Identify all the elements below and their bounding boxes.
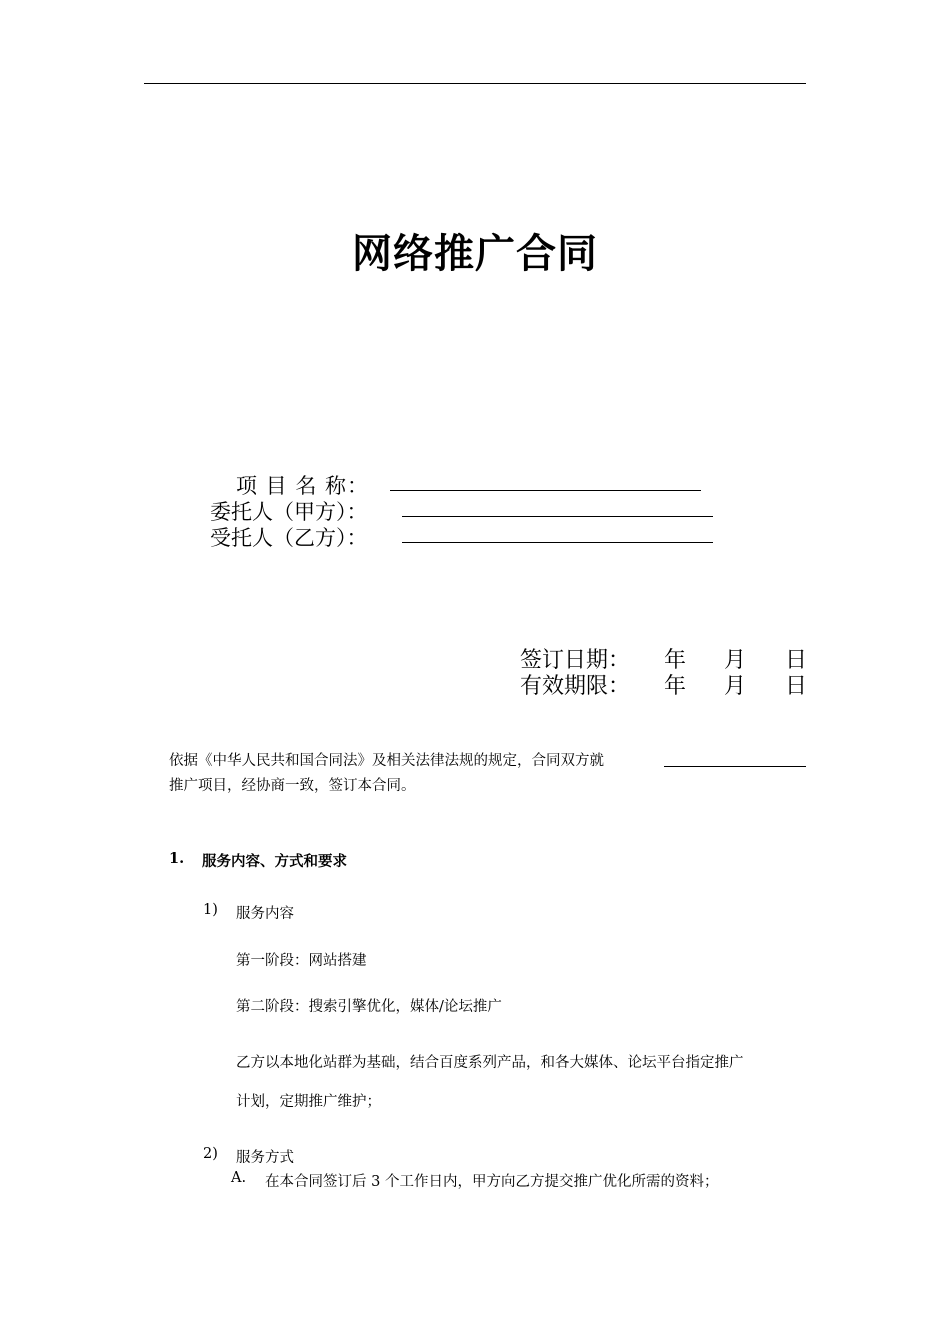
subsection-2-number: 2) — [203, 1146, 218, 1162]
document-title: 网络推广合同 — [352, 231, 598, 277]
signing-date-month: 月 — [724, 648, 747, 673]
stage-1: 第一阶段：网站搭建 — [236, 953, 367, 969]
project-name-label: 项 目 名 称： — [236, 474, 370, 498]
signing-date-day: 日 — [785, 648, 808, 673]
signing-date-label: 签订日期： — [520, 648, 631, 673]
validity-label: 有效期限： — [520, 674, 631, 699]
section-1-number: 1. — [169, 850, 185, 867]
subsection-1-heading: 服务内容 — [236, 906, 294, 922]
contractor-label: 受托人（乙方）： — [210, 526, 368, 550]
project-name-blank[interactable] — [390, 490, 701, 491]
intro-line-2: 推广项目，经协商一致，签订本合同。 — [169, 778, 416, 794]
item-a-text: 在本合同签订后 3 个工作日内，甲方向乙方提交推广优化所需的资料； — [265, 1174, 719, 1190]
project-inline-blank[interactable] — [664, 766, 806, 767]
item-a-marker: A. — [231, 1170, 247, 1186]
validity-month: 月 — [724, 674, 747, 699]
header-rule — [144, 83, 806, 84]
validity-year: 年 — [664, 674, 687, 699]
intro-line-1: 依据《中华人民共和国合同法》及相关法律法规的规定，合同双方就 — [169, 753, 604, 769]
signing-date-year: 年 — [664, 648, 687, 673]
client-blank[interactable] — [402, 516, 713, 517]
stage-2: 第二阶段：搜索引擎优化，媒体/论坛推广 — [236, 999, 502, 1015]
service-paragraph-line-2: 计划，定期推广维护； — [236, 1094, 381, 1110]
subsection-2-heading: 服务方式 — [236, 1150, 294, 1166]
contractor-blank[interactable] — [402, 542, 713, 543]
section-1-heading: 服务内容、方式和要求 — [202, 853, 347, 870]
subsection-1-number: 1) — [203, 902, 218, 918]
service-paragraph-line-1: 乙方以本地化站群为基础，结合百度系列产品，和各大媒体、论坛平台指定推广 — [236, 1055, 744, 1071]
client-label: 委托人（甲方）： — [210, 500, 368, 524]
validity-day: 日 — [785, 674, 808, 699]
